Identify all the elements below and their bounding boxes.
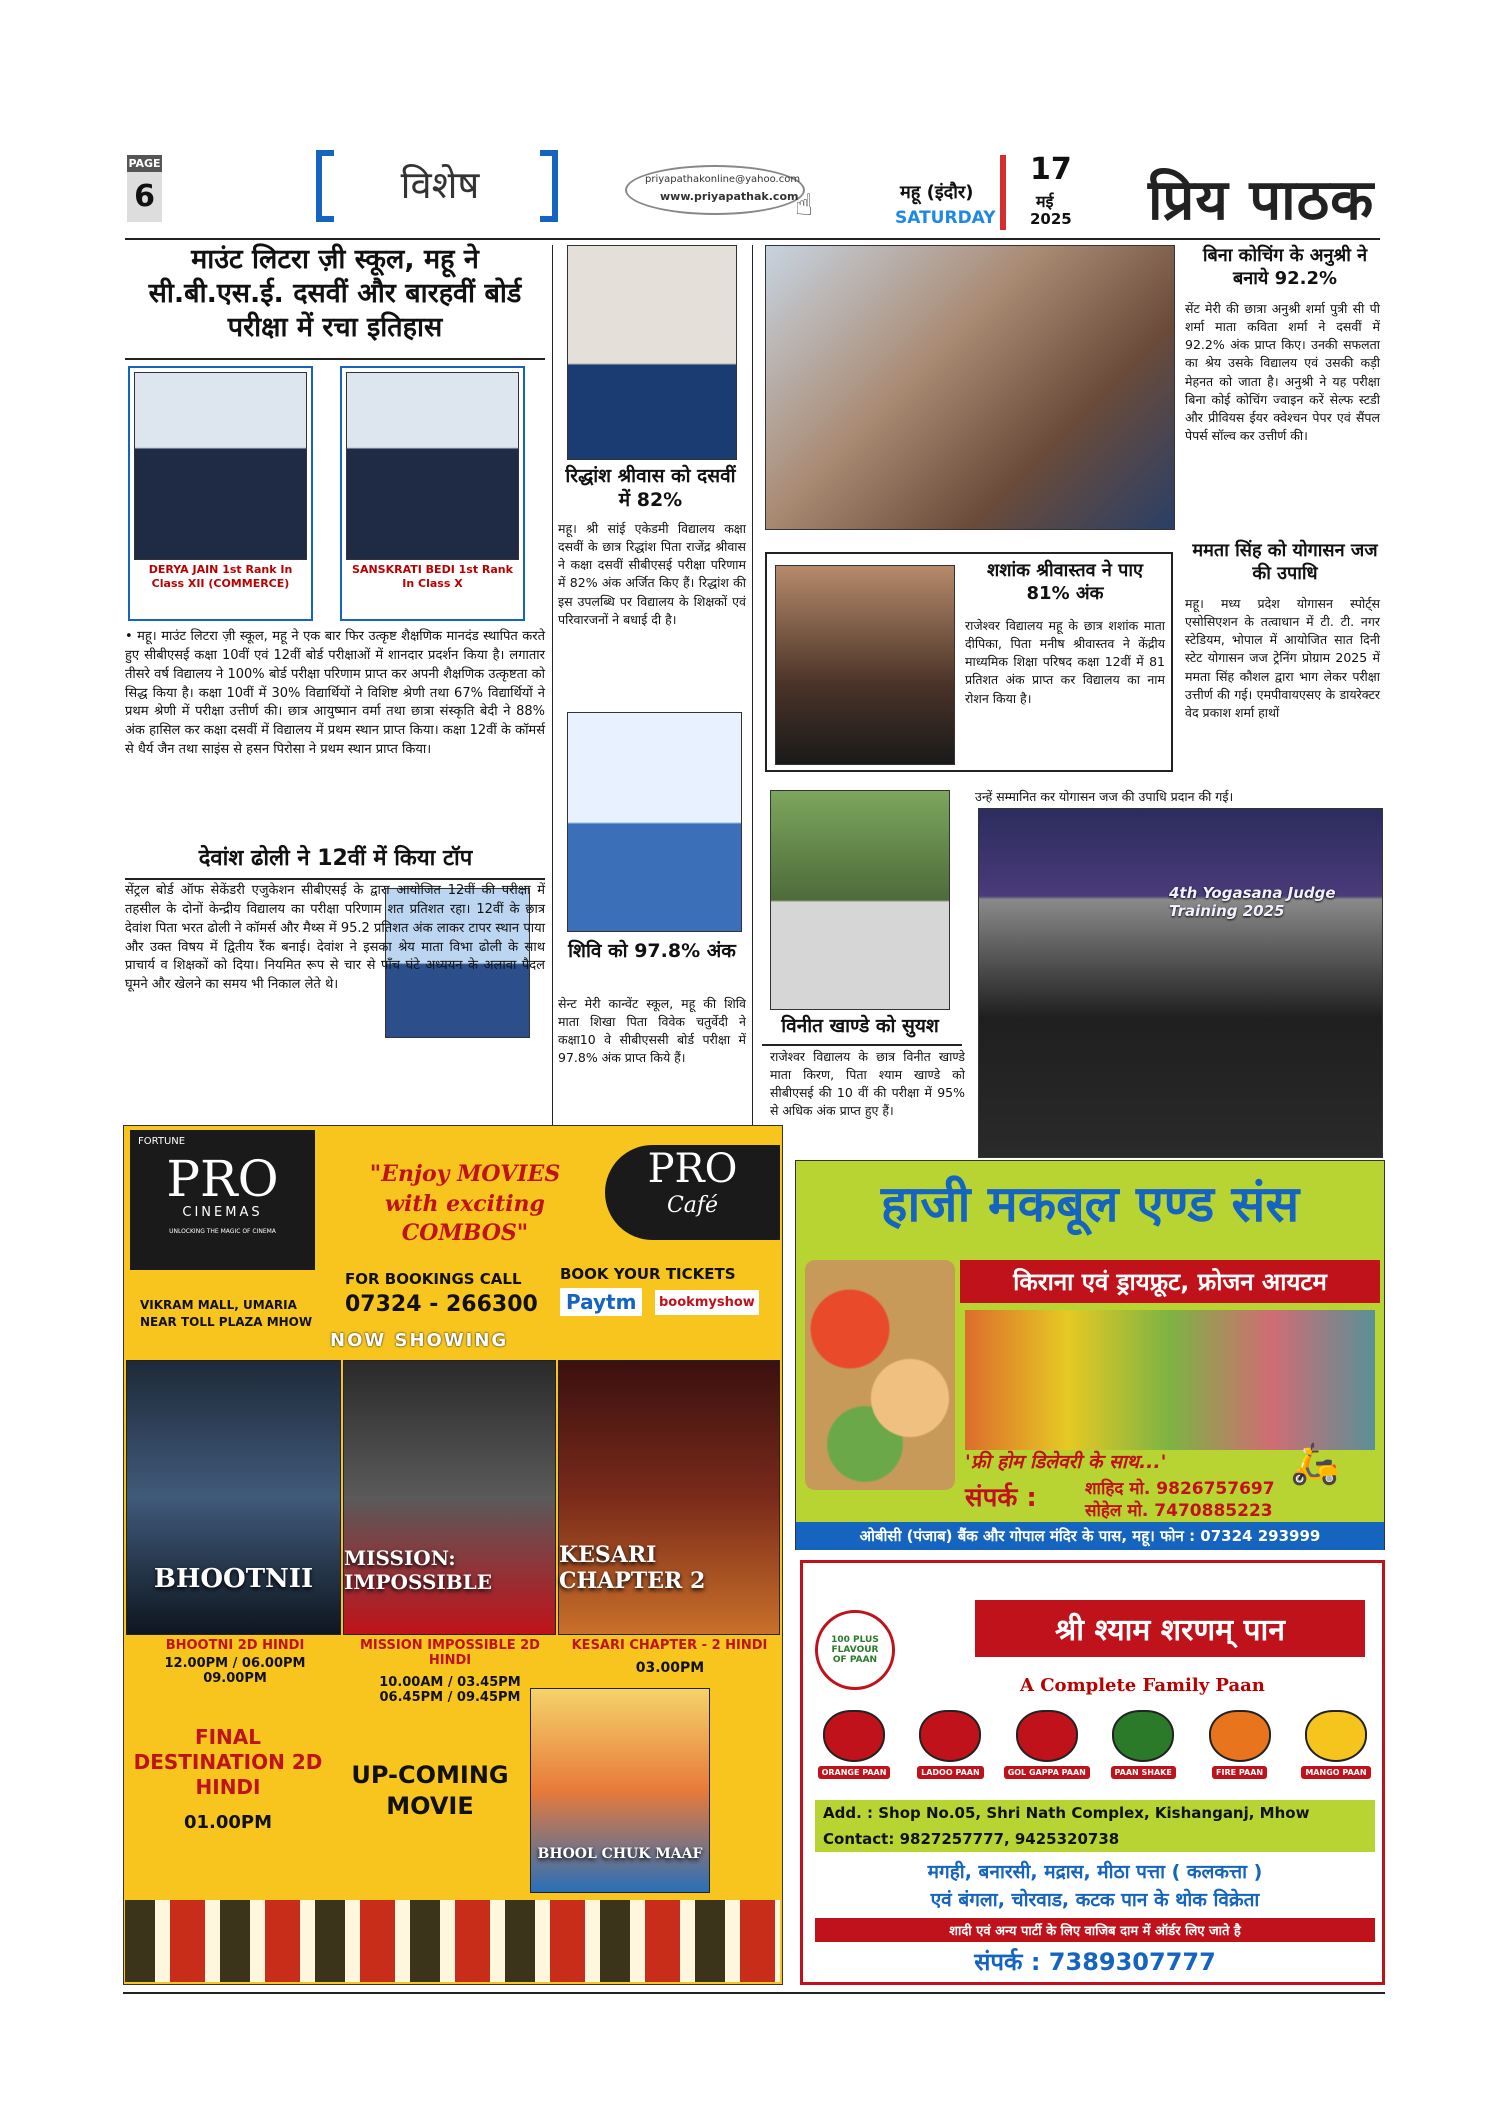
- devansh-rule: [125, 878, 545, 880]
- page-label: PAGE: [128, 157, 161, 170]
- paan-item-label: GOL GAPPA PAAN: [1004, 1766, 1090, 1779]
- paan-item-mango: [1297, 1710, 1375, 1779]
- page-number-box: [127, 155, 162, 225]
- haji-delivery: 'फ्री होम डिलेवरी के साथ...': [965, 1451, 1167, 1473]
- riddhansh-headline: रिद्धांश श्रीवास को दसवीं में 82%: [565, 465, 736, 511]
- sanskrati-caption: SANSKRATI BEDI 1st Rank In Class X: [346, 560, 519, 594]
- popcorn-film-decoration: [125, 1900, 780, 1982]
- column-divider-2: [752, 245, 753, 1125]
- shivi-photo: [567, 712, 742, 932]
- mamta-body: महू। मध्य प्रदेश योगासन स्पोर्ट्स एसोसिएशन के तत्वाधान में टी. टी. नगर स्टेडियम, भोपाल में आयोजित सात दिनी स्टेट योगासन जज ट्रेनिंग प्रोग्राम 2025 में ममता सिंह कौशल द्वारा भाग लेकर परीक्षा उत्तीर्ण की गई। एमपीवायएसए के डायरेक्टर वेद प्रकाश शर्मा हाथों: [1185, 596, 1380, 720]
- paan-phone: संपर्क : 7389307777: [974, 1948, 1216, 1976]
- derya-caption: DERYA JAIN 1st Rank In Class XII (COMMERCE): [134, 560, 307, 594]
- vineet-photo: [770, 790, 950, 1010]
- paan-line-1: मगही, बनारसी, मद्रास, मीठा पत्ता ( कलकत्ता ): [927, 1861, 1263, 1883]
- paan-item-orange: [815, 1710, 893, 1779]
- photo-derya: [128, 366, 313, 621]
- mamta-photo-banner: 4th Yogasana Judge Training 2025: [1169, 884, 1336, 920]
- paan-item-label: LADOO PAAN: [917, 1766, 984, 1779]
- paan-leaf-icon: [823, 1710, 885, 1762]
- movie-name-bhootni: BHOOTNI 2D HINDI: [165, 1638, 305, 1653]
- haji-contact-label: संपर्क :: [965, 1483, 1037, 1513]
- brand-sub: CINEMAS: [182, 1205, 263, 1220]
- haji-subtitle: किराना एवं ड्रायफ्रूट, फ्रोजन आयटम: [960, 1260, 1380, 1303]
- email-text: priyapathakonline@yahoo.com: [645, 174, 801, 185]
- cinema-phone: 07324 - 266300: [345, 1292, 538, 1317]
- paan-item-shake: [1104, 1710, 1182, 1779]
- haji-address: ओबीसी (पंजाब) बैंक और गोपाल मंदिर के पास, महू। फोन : 07324 293999: [796, 1522, 1384, 1550]
- mamta-photo: [978, 808, 1383, 1158]
- now-showing-label: NOW SHOWING: [330, 1330, 509, 1351]
- paan-badge: 100 PLUS FLAVOUR OF PAAN: [815, 1610, 895, 1690]
- haji-contact-2: सोहेल मो. 7470885223: [1085, 1501, 1273, 1521]
- upcoming-poster: BHOOL CHUK MAAF: [530, 1688, 710, 1893]
- day-text: SATURDAY: [895, 208, 996, 228]
- sanskrati-photo-image: [346, 372, 519, 560]
- mamta-headline: ममता सिंह को योगासन जज की उपाधि: [1192, 540, 1378, 584]
- cinema-tagline: "Enjoy MOVIES with exciting COMBOS": [369, 1161, 561, 1247]
- vineet-body: राजेश्वर विद्यालय के छात्र विनीत खाण्डे माता किरण, पिता श्याम खाण्डे को सीबीएसई की 10 वीं की परीक्षा में 95% से अधिक अंक प्राप्त हुए हैं।: [770, 1049, 965, 1119]
- city-text: महू (इंदौर): [900, 182, 974, 203]
- paan-note: शादी एवं अन्य पार्टी के लिए वाजिब दाम में ऑर्डर लिए जाते है: [815, 1918, 1375, 1942]
- main-story-body: • महू। माउंट लिटरा ज़ी स्कूल, महू ने एक बार फिर उत्कृष्ट शैक्षणिक मानदंड स्थापित करते हुए सीबीएसई कक्षा 10वीं एवं 12वीं बोर्ड परीक्षाओं में शानदार प्रदर्शन किया है। लगातार तीसरे वर्ष विद्यालय ने 100% बोर्ड परीक्षा परिणाम प्राप्त कर अपनी शैक्षणिक उत्कृष्टता को सिद्ध किया है। कक्षा 10वीं में 30% विद्यार्थियों ने विशिष्ट श्रेणी तथा 67% विद्यार्थियों ने प्रथम श्रेणी में परीक्षा उत्तीर्ण की। छात्र आयुष्मान वर्मा तथा छात्रा संस्कृति बेदी ने 88% अंक हासिल कर कक्षा दसवीं में विद्यालय में प्रथम स्थान प्राप्त किया। कक्षा 12वीं के कॉमर्स से धैर्य जैन तथा साइंस से हसन पिरोसा ने प्रथम स्थान प्राप्त किया।: [125, 629, 545, 758]
- movie-name-mission: MISSION IMPOSSIBLE 2D HINDI: [360, 1638, 540, 1668]
- paan-item-label: PAAN SHAKE: [1111, 1766, 1176, 1779]
- footer-rule: [123, 1992, 1385, 1994]
- paan-subtitle: A Complete Family Paan: [1020, 1675, 1265, 1696]
- paan-item-label: FIRE PAAN: [1212, 1766, 1267, 1779]
- paan-leaf-icon: [1209, 1710, 1271, 1762]
- movie-times-mission: 10.00AM / 03.45PM 06.45PM / 09.45PM: [379, 1675, 521, 1705]
- paan-leaf-icon: [1112, 1710, 1174, 1762]
- movie-poster-bhootni: BHOOTNII: [126, 1360, 341, 1635]
- brand-main: PRO: [166, 1150, 279, 1208]
- header-rule: [125, 238, 1380, 240]
- masthead-title: प्रिय पाठक: [1148, 168, 1375, 233]
- movie-poster-kesari: KESARI CHAPTER 2: [558, 1360, 780, 1635]
- hand-pointer-icon: ☝: [795, 188, 814, 223]
- cinema-address-2: NEAR TOLL PLAZA MHOW: [140, 1315, 313, 1329]
- vineet-headline: विनीत खाण्डे को सुयश: [781, 1015, 939, 1037]
- cafe-sub: Café: [666, 1193, 719, 1218]
- movie-name-kesari: KESARI CHAPTER - 2 HINDI: [571, 1638, 768, 1653]
- mamta-body-continued: उन्हें सम्मानित कर योगासन जज की उपाधि प्रदान की गई।: [975, 789, 1234, 804]
- paan-leaf-icon: [1305, 1710, 1367, 1762]
- movie-times-bhootni: 12.00PM / 06.00PM 09.00PM: [164, 1656, 306, 1686]
- paan-contact: Contact: 9827257777, 9425320738: [815, 1826, 1375, 1852]
- paan-item-ladoo: [911, 1710, 989, 1779]
- column-divider-1: [552, 245, 553, 1125]
- paytm-logo: Paytm: [560, 1288, 642, 1316]
- paan-item-label: ORANGE PAAN: [818, 1766, 891, 1779]
- shashank-photo: [775, 565, 955, 765]
- shashank-body: राजेश्वर विद्यालय महू के छात्र शशांक माता दीपिका, पिता मनीष श्रीवास्तव ने केंद्रीय माध्यमिक शिक्षा परिषद कक्षा 12वीं में 81 प्रतिशत अंक प्राप्त कर विद्यालय का नाम रोशन किया है।: [965, 618, 1165, 706]
- date-number: 17: [1030, 152, 1072, 187]
- pro-cinemas-logo: [130, 1130, 315, 1270]
- paan-item-fire: [1201, 1710, 1279, 1779]
- section-title: विशेष: [400, 163, 480, 207]
- pro-cafe-logo: [605, 1145, 780, 1240]
- paan-item-gol-gappa: [1008, 1710, 1086, 1779]
- paan-items-row: [815, 1710, 1375, 1779]
- paan-item-label: MANGO PAAN: [1301, 1766, 1370, 1779]
- shashank-headline: शशांक श्रीवास्तव ने पाए 81% अंक: [987, 560, 1143, 604]
- bookmyshow-logo: bookmyshow: [655, 1290, 759, 1315]
- brand-top: FORTUNE: [138, 1136, 186, 1147]
- anushree-body: सेंट मेरी की छात्रा अनुश्री शर्मा पुत्री सी पी शर्मा माता कविता शर्मा ने दसवीं में 92.2% अंक प्राप्त किए। उनकी सफलता का श्रेय उसके विद्यालय एवं उसकी कड़ी मेहनत को जाता है। अनुश्री ने यह परीक्षा बिना कोई कोचिंग ज्वाइन करें सेल्फ स्टडी और प्रीवियस ईयर क्वेश्चन पेपर एवं सैंपल पेपर्स सॉल्व कर उत्तीर्ण की।: [1185, 301, 1380, 443]
- book-tickets-label: BOOK YOUR TICKETS: [560, 1265, 736, 1283]
- page-no: 6: [127, 172, 162, 222]
- haji-title: हाजी मकबूल एण्ड संस: [880, 1175, 1300, 1233]
- bookings-label: FOR BOOKINGS CALL: [345, 1270, 522, 1288]
- haji-contact-1: शाहिद मो. 9826757697: [1085, 1479, 1275, 1499]
- main-headline-rule: [125, 358, 545, 360]
- shivi-headline: शिवि को 97.8% अंक: [568, 940, 736, 962]
- final-destination-time: 01.00PM: [183, 1812, 273, 1833]
- devansh-headline: देवांश ढोली ने 12वीं में किया टॉप: [198, 846, 473, 871]
- paan-title: श्री श्याम शरणम् पान: [975, 1600, 1365, 1657]
- brand-tag: UNLOCKING THE MAGIC OF CINEMA: [169, 1228, 276, 1235]
- paan-address: Add. : Shop No.05, Shri Nath Complex, Kishanganj, Mhow: [815, 1800, 1375, 1826]
- movie-times-kesari: 03.00PM: [635, 1660, 705, 1676]
- year-text: 2025: [1030, 210, 1072, 228]
- paan-line-2: एवं बंगला, चोरवाड, कटक पान के थोक विक्रेता: [930, 1889, 1260, 1911]
- movie-poster-mission-impossible: MISSION: IMPOSSIBLE: [343, 1360, 556, 1635]
- main-headline: माउंट लिटरा ज़ी स्कूल, महू ने सी.बी.एस.ई. दसवीं और बारहवीं बोर्ड परीक्षा में रचा इतिहास: [148, 244, 522, 343]
- cafe-main: PRO: [647, 1146, 738, 1192]
- haji-grocery-image: [965, 1310, 1375, 1450]
- riddhansh-body: महू। श्री सांई एकेडमी विद्यालय कक्षा दसवीं के छात्र रिद्धांश पिता राजेंद्र श्रीवास ने कक्षा दसवीं सीबीएसई परीक्षा परिणाम में 82% अंक अर्जित किए हैं। रिद्धांश की इस उपलब्धि पर विद्यालय के शिक्षकों एवं परिवारजनों ने बधाई दी है।: [558, 521, 746, 627]
- vineet-rule: [762, 1044, 962, 1046]
- cinema-address-1: VIKRAM MALL, UMARIA: [140, 1298, 297, 1312]
- website-text: www.priyapathak.com: [660, 190, 799, 203]
- paan-leaf-icon: [1016, 1710, 1078, 1762]
- date-divider: [1000, 155, 1006, 230]
- final-destination-title: FINAL DESTINATION 2D HINDI: [133, 1725, 323, 1799]
- derya-photo-image: [134, 372, 307, 560]
- riddhansh-photo: [567, 245, 737, 460]
- section-close-bracket: [540, 150, 558, 222]
- upcoming-label: UP-COMING MOVIE: [351, 1761, 509, 1821]
- devansh-body: सेंट्रल बोर्ड ऑफ सेकेंडरी एजुकेशन सीबीएसई के द्वारा आयोजित 12वीं की परीक्षा में तहसील के दोनों केन्द्रीय विद्यालय का परीक्षा परिणाम शत प्रतिशत रहा। 12वीं के छात्र देवांश पिता भरत ढोली ने कॉमर्स और मैथ्स में 95.2 प्रतिशत अंक लाकर टापर स्थान पाया और उक्त विषय में द्वितीय रैंक बनाई। देवांश ने इसका श्रेय माता विभा ढोली के साथ प्राचार्य व शिक्षकों को दिया। नियमित रूप से चार से पाँच घंटे अध्ययन के अलावा पैदल घूमने और खेलने का समय भी निकाल लेते थे।: [125, 883, 545, 993]
- anushree-photo: [765, 245, 1175, 530]
- month-text: मई: [1036, 192, 1054, 211]
- shivi-body: सेन्ट मेरी कान्वेंट स्कूल, महू की शिवि माता शिखा पिता विवेक चतुर्वेदी ने कक्षा10 वे सीबीएससी बोर्ड परीक्षा में 97.8% अंक प्राप्त किये हैं।: [558, 996, 746, 1066]
- anushree-headline: बिना कोचिंग के अनुश्री ने बनाये 92.2%: [1202, 245, 1368, 289]
- delivery-scooter-icon: 🛵: [1290, 1441, 1340, 1487]
- photo-sanskrati: [340, 366, 525, 621]
- paan-leaf-icon: [919, 1710, 981, 1762]
- haji-dryfruit-image: [805, 1260, 955, 1490]
- section-open-bracket: [316, 150, 334, 222]
